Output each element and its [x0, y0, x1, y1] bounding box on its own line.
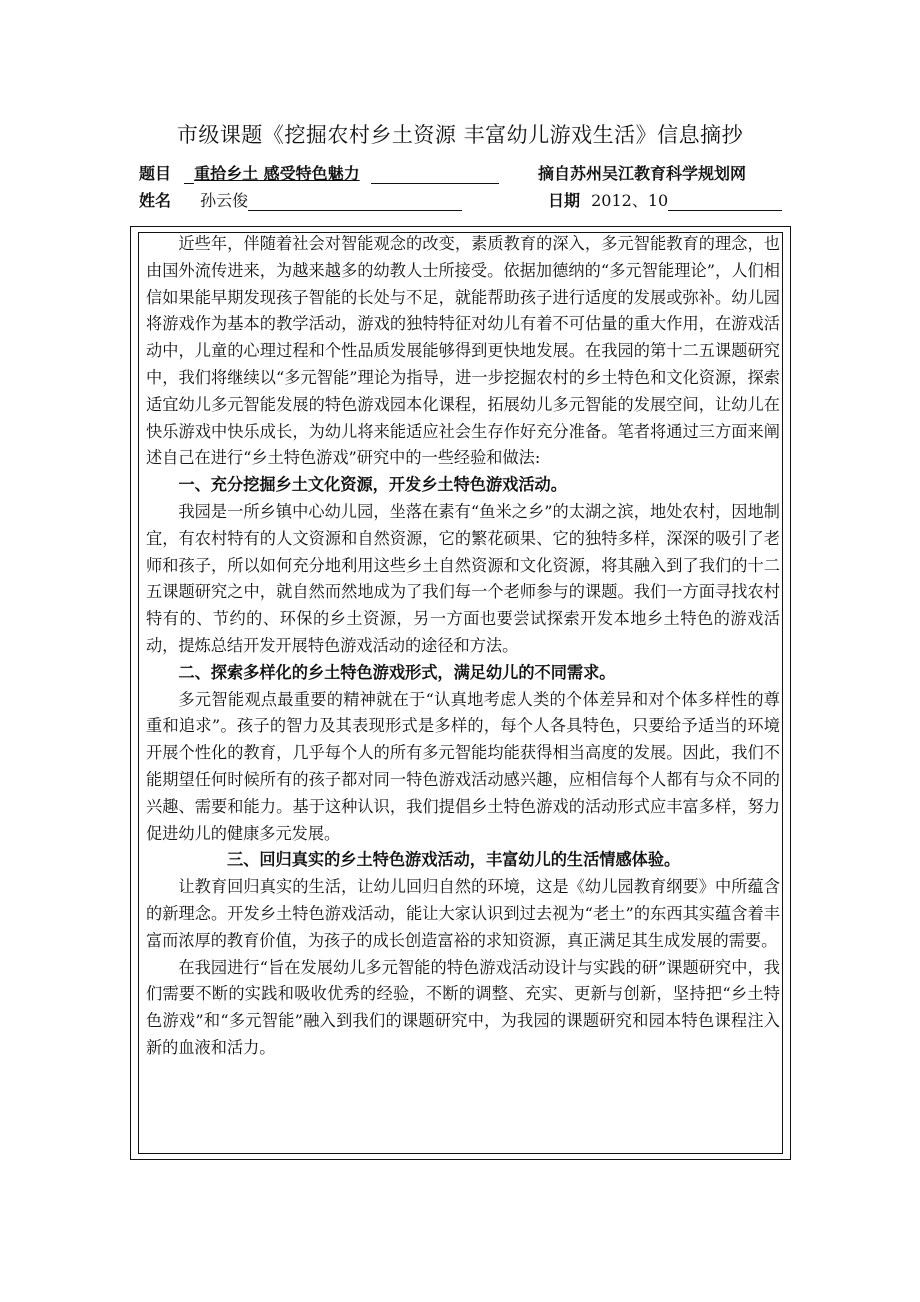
paragraph-section-2: 多元智能观点最重要的精神就在于“认真地考虑人类的个体差异和对个体多样性的尊重和追求”。孩子的智力及其表现形式是多样的，每个人各具特色，只要给予适当的环境开展个性化的教育，几乎每个人的所有多元智能均能获得相当高度的发展。因此，我们不能期望任何时候所有的孩子都对同一特色游戏活动感兴趣，应相信每个人都有与众不同的兴趣、需要和能力。基于这种认识，我们提倡乡土特色游戏的活动形式应丰富多样，努力促进幼儿的健康多元发展。: [146, 689, 780, 843]
section-heading-1: 一、充分挖掘乡土文化资源，开发乡土特色游戏活动。: [178, 475, 567, 495]
date-row: [548, 188, 782, 211]
date-underline: [668, 196, 782, 211]
date-value: 2012、10: [591, 191, 669, 210]
source-text: 摘自苏州吴江教育科学规划网: [538, 164, 747, 183]
document-title: 市级课题《挖掘农村乡土资源 丰富幼儿游戏生活》信息摘抄: [176, 123, 744, 147]
name-underline: [248, 196, 462, 211]
paragraph-section-3: 让教育回归真实的生活，让幼儿回归自然的环境，这是《幼儿园教育纲要》中所蕴含的新理念。开发乡土特色游戏活动，能让大家认识到过去视为“老土”的东西其实蕴含着丰富而浓厚的教育价值，为孩子的成长创造富裕的求知资源，真正满足其生成发展的需要。: [146, 877, 780, 950]
name-row: [139, 188, 462, 211]
date-label: 日期: [548, 191, 581, 210]
paragraph-conclusion: 在我园进行“旨在发展幼儿多元智能的特色游戏活动设计与实践的研”课题研究中，我们需要不断的实践和吸收优秀的经验，不断的调整、充实、更新与创新，坚持把“乡土特色游戏”和“多元智能”融入到我们的课题研究中，为我园的课题研究和园本特色课程注入新的血液和活力。: [146, 957, 780, 1057]
paragraph-intro: 近些年，伴随着社会对智能观念的改变，素质教育的深入，多元智能教育的理念，也由国外流传进来，为越来越多的幼教人士所接受。依据加德纳的“多元智能理论”，人们相信如果能早期发现孩子智能的长处与不足，就能帮助孩子进行适度的发展或弥补。幼儿园将游戏作为基本的教学活动，游戏的独特特征对幼儿有着不可估量的重大作用，在游戏活动中，儿童的心理过程和个性品质发展能够得到更快地发展。在我园的第十二五课题研究中，我们将继续以“多元智能”理论为指导，进一步挖掘农村的乡土特色和文化资源，探索适宜幼儿多元智能发展的特色游戏园本化课程，拓展幼儿多元智能的发展空间，让幼儿在快乐游戏中快乐成长，为幼儿将来能适应社会生存作好充分准备。笔者将通过三方面来阐述自己在进行“乡土特色游戏”研究中的一些经验和做法:: [146, 234, 780, 468]
topic-row: [139, 161, 499, 184]
topic-underline-tail: [371, 169, 499, 184]
article-body: [146, 231, 780, 1062]
paragraph-section-1: 我园是一所乡镇中心幼儿园，坐落在素有“鱼米之乡”的太湖之滨，地处农村，因地制宜，有农村特有的人文资源和自然资源，它的繁花硕果、它的独特多样，深深的吸引了老师和孩子，所以如何充分地利用这些乡土自然资源和文化资源，将其融入到了我们的十二五课题研究之中，就自然而然地成为了我们每一个老师参与的课题。我们一方面寻找农村特有的、节约的、环保的乡土资源，另一方面也要尝试探索开发本地乡土特色的游戏活动，提炼总结开发开展特色游戏活动的途径和方法。: [146, 501, 780, 655]
section-heading-3: 三、回归真实的乡土特色游戏活动，丰富幼儿的生活情感体验。: [227, 850, 681, 870]
name-label: 姓名: [139, 191, 172, 210]
name-value: 孙云俊: [200, 191, 249, 210]
topic-value: 重拾乡土 感受特色魅力: [194, 164, 360, 183]
section-heading-2: 二、探索多样化的乡土特色游戏形式，满足幼儿的不同需求。: [178, 662, 616, 682]
source-row: [538, 161, 746, 184]
topic-underline-lead: [184, 169, 194, 184]
topic-label: 题目: [139, 164, 172, 183]
